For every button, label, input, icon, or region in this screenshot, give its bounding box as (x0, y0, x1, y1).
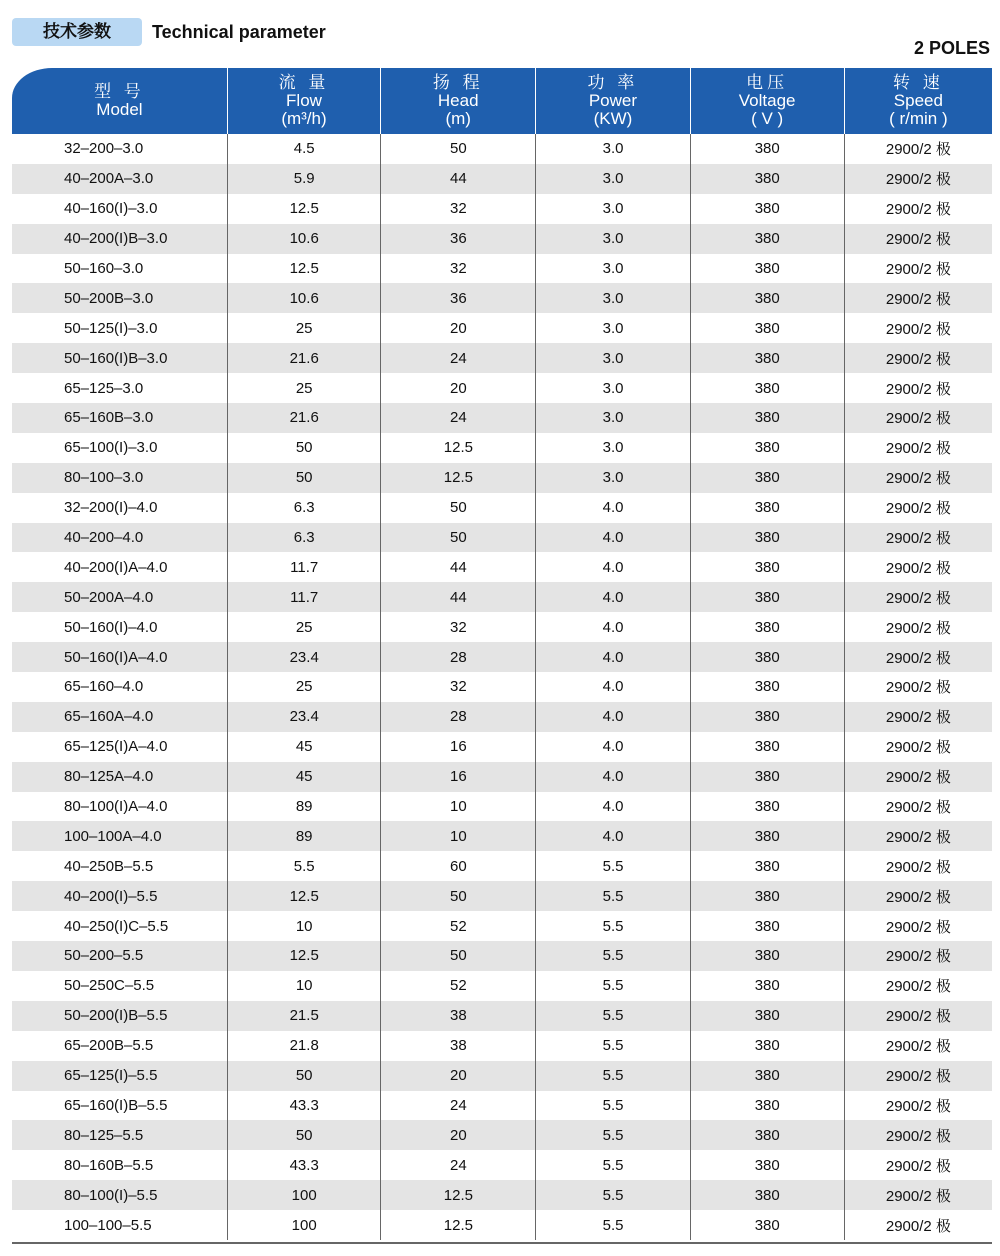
table-cell: 50–125(I)–3.0 (64, 319, 158, 337)
table-cell: 12.5 (380, 433, 535, 463)
table-cell: 4.0 (535, 821, 689, 851)
table-cell: 65–160B–3.0 (64, 409, 154, 427)
column-header-unit: (KW) (593, 109, 633, 128)
table-cell: 380 (690, 642, 844, 672)
table-cell: 10 (380, 821, 535, 851)
table-cell: 25 (227, 612, 380, 642)
table-cell: 80–100(I)–5.5 (64, 1186, 158, 1204)
table-cell: 5.5 (535, 881, 689, 911)
table-cell: 24 (380, 343, 535, 373)
table-cell: 32 (380, 612, 535, 642)
table-cell: 38 (380, 1031, 535, 1061)
table-bottom-rule (12, 1242, 992, 1244)
column-header-unit: (m) (445, 109, 471, 128)
table-row (12, 134, 992, 164)
table-row (12, 792, 992, 822)
table-cell: 2900/2 极 (844, 1001, 992, 1031)
table-cell: 3.0 (535, 463, 689, 493)
table-cell: 380 (690, 224, 844, 254)
table-cell: 20 (380, 373, 535, 403)
table-cell: 2900/2 极 (844, 1210, 992, 1240)
table-cell: 50–250C–5.5 (64, 977, 155, 995)
table-cell: 100 (227, 1180, 380, 1210)
table-cell: 40–250B–5.5 (64, 857, 154, 875)
table-row (12, 403, 992, 433)
table-cell: 50 (227, 1120, 380, 1150)
table-cell: 36 (380, 224, 535, 254)
table-cell: 50 (380, 881, 535, 911)
table-cell: 21.6 (227, 403, 380, 433)
table-cell: 50–200–5.5 (64, 947, 144, 965)
column-header (227, 68, 380, 134)
table-cell: 380 (690, 911, 844, 941)
table-cell: 380 (690, 851, 844, 881)
table-cell: 40–200(I)A–4.0 (64, 558, 168, 576)
table-cell: 60 (380, 851, 535, 881)
table-cell: 5.5 (535, 941, 689, 971)
table-cell: 40–200(I)B–3.0 (64, 230, 168, 248)
table-cell: 20 (380, 313, 535, 343)
table-cell: 3.0 (535, 283, 689, 313)
table-cell: 3.0 (535, 403, 689, 433)
table-cell: 100–100A–4.0 (64, 827, 162, 845)
table-cell: 5.5 (535, 1150, 689, 1180)
table-cell: 65–125(I)–5.5 (64, 1067, 158, 1085)
poles-label: 2 POLES (913, 38, 990, 58)
table-cell: 50–200B–3.0 (64, 289, 154, 307)
table-cell: 5.5 (535, 1031, 689, 1061)
table-cell: 50 (380, 523, 535, 553)
table-cell: 5.5 (535, 1210, 689, 1240)
table-cell: 3.0 (535, 164, 689, 194)
table-row (12, 702, 992, 732)
table-row (12, 851, 992, 881)
table-cell: 5.5 (535, 1180, 689, 1210)
table-cell: 4.0 (535, 642, 689, 672)
table-cell: 4.0 (535, 672, 689, 702)
column-header-unit: ( r/min ) (889, 109, 948, 128)
table-cell: 4.0 (535, 792, 689, 822)
table-cell: 89 (227, 792, 380, 822)
table-cell: 2900/2 极 (844, 941, 992, 971)
table-cell: 2900/2 极 (844, 672, 992, 702)
table-cell: 43.3 (227, 1091, 380, 1121)
table-cell: 50–160–3.0 (64, 260, 144, 277)
table-cell: 380 (690, 523, 844, 553)
table-cell: 2900/2 极 (844, 433, 992, 463)
table-cell: 2900/2 极 (844, 851, 992, 881)
table-cell: 4.0 (535, 762, 689, 792)
column-header (535, 68, 689, 134)
table-cell: 380 (690, 582, 844, 612)
table-row (12, 463, 992, 493)
table-row (12, 493, 992, 523)
table-cell: 16 (380, 732, 535, 762)
table-cell: 380 (690, 762, 844, 792)
table-cell: 20 (380, 1120, 535, 1150)
table-cell: 12.5 (380, 463, 535, 493)
table-cell: 380 (690, 1210, 844, 1240)
table-cell: 80–100–3.0 (64, 469, 144, 487)
table-cell: 65–160A–4.0 (64, 708, 154, 726)
table-cell: 380 (690, 552, 844, 582)
table-row (12, 672, 992, 702)
table-body (12, 134, 992, 1240)
table-cell: 12.5 (227, 254, 380, 284)
table-cell: 2900/2 极 (844, 1091, 992, 1121)
table-row (12, 313, 992, 343)
table-cell: 50–160(I)A–4.0 (64, 648, 168, 666)
table-cell: 45 (227, 732, 380, 762)
table-cell: 6.3 (227, 523, 380, 553)
table-cell: 2900/2 极 (844, 911, 992, 941)
technical-parameter-table (12, 68, 992, 1244)
table-cell: 3.0 (535, 433, 689, 463)
table-cell: 2900/2 极 (844, 1180, 992, 1210)
table-row (12, 433, 992, 463)
column-header-cn: 电压 (746, 73, 789, 92)
table-cell: 50–160(I)B–3.0 (64, 349, 168, 367)
table-cell: 32 (380, 194, 535, 224)
table-row (12, 881, 992, 911)
table-cell: 2900/2 极 (844, 194, 992, 224)
table-cell: 40–200(I)–5.5 (64, 887, 158, 905)
table-row (12, 1001, 992, 1031)
table-cell: 12.5 (227, 881, 380, 911)
table-cell: 6.3 (227, 493, 380, 523)
table-cell: 2900/2 极 (844, 463, 992, 493)
table-row (12, 1180, 992, 1210)
table-row (12, 1061, 992, 1091)
column-header-unit: (m³/h) (281, 109, 327, 128)
table-cell: 2900/2 极 (844, 762, 992, 792)
table-cell: 5.5 (535, 1001, 689, 1031)
table-cell: 2900/2 极 (844, 134, 992, 164)
table-cell: 2900/2 极 (844, 612, 992, 642)
column-header (690, 68, 844, 134)
table-cell: 2900/2 极 (844, 971, 992, 1001)
table-cell: 5.9 (227, 164, 380, 194)
column-header-en: Speed (893, 91, 943, 110)
table-row (12, 821, 992, 851)
table-cell: 10 (380, 792, 535, 822)
table-row (12, 1091, 992, 1121)
table-cell: 380 (690, 493, 844, 523)
table-cell: 380 (690, 732, 844, 762)
table-cell: 3.0 (535, 254, 689, 284)
table-row (12, 1031, 992, 1061)
column-header-cn: 转 速 (893, 73, 944, 92)
table-cell: 2900/2 极 (844, 164, 992, 194)
table-row (12, 1210, 992, 1240)
table-cell: 50 (227, 463, 380, 493)
table-row (12, 194, 992, 224)
table-cell: 380 (690, 164, 844, 194)
table-cell: 38 (380, 1001, 535, 1031)
table-cell: 40–200–4.0 (64, 529, 144, 547)
table-cell: 11.7 (227, 582, 380, 612)
table-cell: 3.0 (535, 134, 689, 164)
table-row (12, 373, 992, 403)
section-title: Technical parameter (152, 22, 326, 42)
table-cell: 5.5 (535, 1120, 689, 1150)
table-cell: 2900/2 极 (844, 1150, 992, 1180)
table-cell: 50–160(I)–4.0 (64, 618, 158, 636)
table-row (12, 1120, 992, 1150)
table-row (12, 254, 992, 284)
table-cell: 380 (690, 1120, 844, 1150)
table-cell: 3.0 (535, 224, 689, 254)
table-cell: 380 (690, 1061, 844, 1091)
table-row (12, 582, 992, 612)
table-cell: 50 (227, 1061, 380, 1091)
table-cell: 24 (380, 1150, 535, 1180)
table-cell: 44 (380, 164, 535, 194)
table-cell: 65–125–3.0 (64, 379, 144, 397)
table-cell: 380 (690, 283, 844, 313)
table-cell: 380 (690, 971, 844, 1001)
table-cell: 11.7 (227, 552, 380, 582)
table-cell: 3.0 (535, 343, 689, 373)
table-row (12, 762, 992, 792)
table-cell: 380 (690, 463, 844, 493)
table-cell: 2900/2 极 (844, 373, 992, 403)
table-cell: 65–100(I)–3.0 (64, 439, 158, 457)
table-cell: 20 (380, 1061, 535, 1091)
table-cell: 380 (690, 1031, 844, 1061)
table-cell: 32 (380, 672, 535, 702)
table-cell: 380 (690, 1150, 844, 1180)
table-cell: 380 (690, 343, 844, 373)
table-cell: 2900/2 极 (844, 283, 992, 313)
table-cell: 12.5 (380, 1210, 535, 1240)
table-cell: 24 (380, 403, 535, 433)
table-cell: 380 (690, 313, 844, 343)
table-cell: 23.4 (227, 702, 380, 732)
table-cell: 44 (380, 582, 535, 612)
table-row (12, 941, 992, 971)
table-cell: 45 (227, 762, 380, 792)
table-cell: 65–200B–5.5 (64, 1037, 154, 1055)
table-row (12, 164, 992, 194)
table-cell: 2900/2 极 (844, 821, 992, 851)
table-cell: 36 (380, 283, 535, 313)
table-cell: 65–125(I)A–4.0 (64, 738, 168, 756)
table-row (12, 283, 992, 313)
table-cell: 380 (690, 194, 844, 224)
table-cell: 4.0 (535, 582, 689, 612)
table-cell: 65–160(I)B–5.5 (64, 1096, 168, 1114)
table-cell: 5.5 (535, 911, 689, 941)
table-row (12, 552, 992, 582)
table-cell: 28 (380, 702, 535, 732)
table-cell: 3.0 (535, 194, 689, 224)
table-cell: 52 (380, 911, 535, 941)
table-cell: 50 (380, 134, 535, 164)
table-cell: 2900/2 极 (844, 732, 992, 762)
column-header (12, 68, 227, 134)
table-cell: 380 (690, 1001, 844, 1031)
table-cell: 2900/2 极 (844, 881, 992, 911)
table-cell: 380 (690, 881, 844, 911)
table-cell: 4.0 (535, 552, 689, 582)
table-cell: 50 (380, 941, 535, 971)
column-header (380, 68, 535, 134)
table-row (12, 971, 992, 1001)
table-row (12, 523, 992, 553)
column-header-en: Flow (286, 91, 322, 110)
table-cell: 5.5 (227, 851, 380, 881)
table-cell: 4.0 (535, 493, 689, 523)
table-cell: 380 (690, 1091, 844, 1121)
table-row (12, 612, 992, 642)
table-cell: 2900/2 极 (844, 1061, 992, 1091)
table-cell: 24 (380, 1091, 535, 1121)
table-cell: 32–200(I)–4.0 (64, 499, 158, 517)
table-cell: 12.5 (227, 941, 380, 971)
table-cell: 25 (227, 672, 380, 702)
column-header-en: Head (437, 91, 479, 110)
table-cell: 21.8 (227, 1031, 380, 1061)
column-header-en: Model (96, 100, 143, 119)
table-cell: 380 (690, 254, 844, 284)
table-cell: 2900/2 极 (844, 493, 992, 523)
table-cell: 65–160–4.0 (64, 678, 144, 696)
table-cell: 50 (380, 493, 535, 523)
table-cell: 2900/2 极 (844, 792, 992, 822)
table-cell: 380 (690, 134, 844, 164)
table-cell: 50–200A–4.0 (64, 588, 154, 606)
table-cell: 2900/2 极 (844, 1120, 992, 1150)
table-cell: 4.0 (535, 612, 689, 642)
table-cell: 380 (690, 433, 844, 463)
table-cell: 40–160(I)–3.0 (64, 200, 158, 218)
table-cell: 380 (690, 821, 844, 851)
table-cell: 380 (690, 403, 844, 433)
table-cell: 80–100(I)A–4.0 (64, 798, 168, 816)
table-cell: 89 (227, 821, 380, 851)
table-cell: 2900/2 极 (844, 642, 992, 672)
table-cell: 2900/2 极 (844, 403, 992, 433)
table-cell: 32–200–3.0 (64, 140, 144, 158)
table-cell: 2900/2 极 (844, 582, 992, 612)
table-cell: 80–160B–5.5 (64, 1156, 154, 1174)
table-cell: 5.5 (535, 971, 689, 1001)
section-badge: 技术参数 (12, 18, 142, 46)
table-cell: 10.6 (227, 224, 380, 254)
table-cell: 100–100–5.5 (64, 1216, 152, 1234)
table-cell: 10.6 (227, 283, 380, 313)
table-cell: 40–200A–3.0 (64, 170, 154, 188)
table-cell: 21.6 (227, 343, 380, 373)
table-header (12, 68, 992, 134)
table-row (12, 732, 992, 762)
table-cell: 2900/2 极 (844, 313, 992, 343)
column-header-cn: 功 率 (587, 73, 639, 92)
table-cell: 2900/2 极 (844, 254, 992, 284)
column-header (844, 68, 992, 134)
table-cell: 380 (690, 373, 844, 403)
table-row (12, 911, 992, 941)
table-cell: 80–125A–4.0 (64, 768, 154, 786)
table-cell: 12.5 (380, 1180, 535, 1210)
table-cell: 5.5 (535, 851, 689, 881)
table-row (12, 642, 992, 672)
table-cell: 80–125–5.5 (64, 1126, 144, 1144)
table-cell: 40–250(I)C–5.5 (64, 917, 169, 935)
table-cell: 5.5 (535, 1091, 689, 1121)
table-cell: 4.0 (535, 523, 689, 553)
column-header-en: Power (588, 91, 638, 110)
table-cell: 10 (227, 911, 380, 941)
table-cell: 21.5 (227, 1001, 380, 1031)
table-cell: 12.5 (227, 194, 380, 224)
table-cell: 380 (690, 612, 844, 642)
table-cell: 50 (227, 433, 380, 463)
table-cell: 16 (380, 762, 535, 792)
table-cell: 4.0 (535, 702, 689, 732)
column-header-cn: 扬 程 (432, 73, 484, 92)
column-header-cn: 型 号 (94, 82, 145, 101)
table-row (12, 1150, 992, 1180)
column-header-unit: ( V ) (751, 109, 784, 128)
table-cell: 4.0 (535, 732, 689, 762)
table-cell: 43.3 (227, 1150, 380, 1180)
table-cell: 10 (227, 971, 380, 1001)
table-cell: 380 (690, 792, 844, 822)
column-header-cn: 流 量 (278, 73, 330, 92)
table-cell: 2900/2 极 (844, 552, 992, 582)
table-cell: 3.0 (535, 313, 689, 343)
column-header-en: Voltage (738, 91, 796, 110)
table-cell: 50–200(I)B–5.5 (64, 1007, 168, 1025)
table-cell: 380 (690, 941, 844, 971)
table-cell: 5.5 (535, 1061, 689, 1091)
table-cell: 2900/2 极 (844, 343, 992, 373)
table-cell: 380 (690, 1180, 844, 1210)
table-cell: 28 (380, 642, 535, 672)
table-cell: 25 (227, 373, 380, 403)
table-cell: 2900/2 极 (844, 1031, 992, 1061)
table-cell: 100 (227, 1210, 380, 1240)
table-cell: 32 (380, 254, 535, 284)
table-cell: 25 (227, 313, 380, 343)
table-row (12, 343, 992, 373)
table-cell: 2900/2 极 (844, 224, 992, 254)
table-cell: 380 (690, 702, 844, 732)
table-cell: 380 (690, 672, 844, 702)
table-cell: 44 (380, 552, 535, 582)
table-cell: 4.5 (227, 134, 380, 164)
table-row (12, 224, 992, 254)
table-cell: 2900/2 极 (844, 523, 992, 553)
table-cell: 3.0 (535, 373, 689, 403)
table-cell: 52 (380, 971, 535, 1001)
table-cell: 2900/2 极 (844, 702, 992, 732)
table-cell: 23.4 (227, 642, 380, 672)
